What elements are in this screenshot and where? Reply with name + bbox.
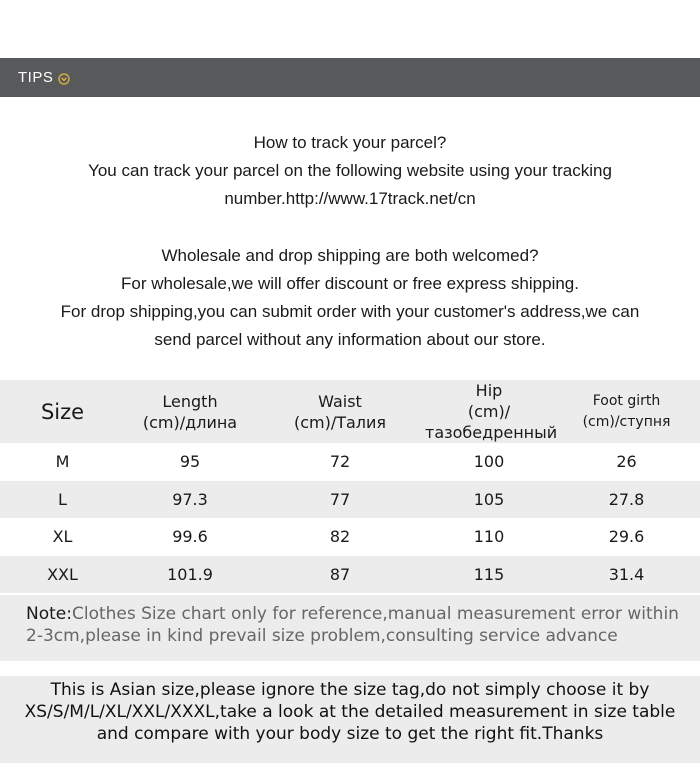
length-cell: 95 <box>179 452 201 472</box>
hip-cell: 110 <box>473 527 505 547</box>
size-cell: L <box>58 489 67 509</box>
asian-size-text: This is Asian size,please ignore the size tag,do not simply choose it by XS/S/M/L/XL/XXL/XXXL,take a look at the detailed measurement in size table and compare with your body size to get the right fit.Thanks <box>24 680 676 744</box>
header-size: Size <box>40 399 85 424</box>
table-row <box>0 443 700 481</box>
waist-cell: 87 <box>329 564 351 584</box>
shipping-question: Wholesale and drop shipping are both welcomed? <box>161 246 539 265</box>
header-waist: Waist (cm)/Талия <box>293 391 387 432</box>
length-cell: 97.3 <box>172 489 208 509</box>
tips-header-bar <box>0 58 700 97</box>
hip-cell: 115 <box>473 564 505 584</box>
waist-cell: 72 <box>329 452 351 472</box>
tracking-text-line: number.http://www.17track.net/cn <box>224 189 476 208</box>
header-foot-girth: Foot girth (cm)/ступня <box>582 392 671 430</box>
note-lead: Note: <box>26 604 72 624</box>
waist-cell: 77 <box>329 489 351 509</box>
foot-girth-cell: 26 <box>616 452 637 472</box>
length-cell: 99.6 <box>172 527 208 547</box>
header-length: Length (cm)/длина <box>142 391 238 432</box>
length-cell: 101.9 <box>167 564 213 584</box>
size-note <box>0 595 700 661</box>
shipping-text-line: send parcel without any information about our store. <box>154 330 546 349</box>
size-cell: XXL <box>47 564 78 584</box>
header-hip: Hip (cm)/тазобедренный <box>425 381 558 442</box>
waist-cell: 82 <box>329 527 351 547</box>
foot-girth-cell: 27.8 <box>608 489 645 509</box>
foot-girth-cell: 31.4 <box>608 564 645 584</box>
hip-cell: 105 <box>473 489 505 509</box>
asian-size-notice <box>0 676 700 763</box>
tips-label: TIPS <box>18 69 54 86</box>
tracking-question: How to track your parcel? <box>253 133 447 152</box>
table-row <box>0 518 700 556</box>
size-cell: M <box>55 452 70 472</box>
note-text: Clothes Size chart only for reference,manual measurement error within 2-3cm,please in kind prevail size problem,consulting service advance <box>26 604 679 646</box>
tracking-text-line: You can track your parcel on the following website using your tracking <box>88 161 612 180</box>
table-header-row <box>0 380 700 443</box>
chevron-down-circle-icon <box>58 73 70 85</box>
table-row <box>0 481 700 519</box>
shipping-text-line: For drop shipping,you can submit order with your customer's address,we can <box>60 302 640 321</box>
size-cell: XL <box>52 527 73 547</box>
tracking-info <box>0 129 700 213</box>
size-chart-table <box>0 380 700 593</box>
hip-cell: 100 <box>473 452 505 472</box>
foot-girth-cell: 29.6 <box>608 527 645 547</box>
shipping-text-line: For wholesale,we will offer discount or free express shipping. <box>121 274 579 293</box>
table-row <box>0 556 700 594</box>
shipping-info <box>0 242 700 354</box>
